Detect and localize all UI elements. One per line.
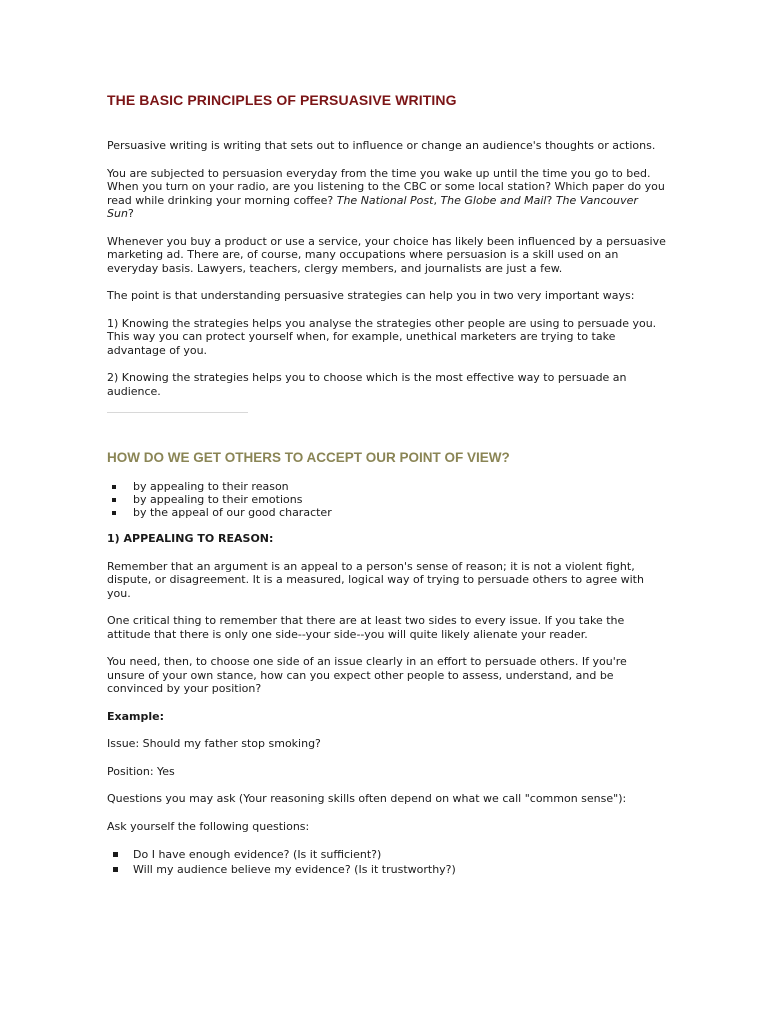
sentence-end: ? (127, 207, 134, 220)
section-divider (107, 412, 248, 413)
paper-name-vancouver-sun: The Vancouver Sun (107, 193, 638, 220)
questions-list (107, 847, 667, 877)
list-item (107, 506, 667, 519)
choose-side-paragraph: You need, then, to choose one side of an issue clearly in an effort to persuade others. If you're unsure of your own stance, how can you expect other people to assess, understand, and be convinced by your position? (107, 655, 627, 695)
product-service-paragraph: Whenever you buy a product or use a service, your choice has likely been influenced by a persuasive marketing ad. There are, of course, many occupations where persuasion is a skill used on an everyday basis. Lawyers, teachers, clergy members, and journalists are just a few. (107, 234, 666, 275)
list-item (107, 847, 667, 862)
appealing-to-reason-heading: 1) APPEALING TO REASON: (107, 532, 274, 545)
separator: ? (546, 193, 556, 207)
page-title: THE BASIC PRINCIPLES OF PERSUASIVE WRITING (107, 92, 457, 108)
intro-paragraph: Persuasive writing is writing that sets out to influence or change an audience's thoughts or actions. (107, 139, 656, 152)
accept-point-of-view-heading: HOW DO WE GET OTHERS TO ACCEPT OUR POINT OF VIEW? (107, 450, 510, 465)
list-item-text: Will my audience believe my evidence? (Is it trustworthy?) (133, 863, 456, 876)
questions-intro-line: Questions you may ask (Your reasoning skills often depend on what we call "common sense"): (107, 792, 627, 805)
list-item (107, 862, 667, 877)
two-sides-paragraph: One critical thing to remember that there are at least two sides to every issue. If you take the attitude that there is only one side--your side--you will quite likely alienate your reader. (107, 614, 625, 641)
position-line: Position: Yes (107, 764, 175, 778)
paper-name-globe-and-mail: The Globe and Mail (440, 193, 547, 207)
bullet-icon (112, 498, 116, 502)
list-item-text: by appealing to their emotions (133, 493, 303, 506)
separator: , (433, 193, 441, 207)
way-two-paragraph: 2) Knowing the strategies helps you to choose which is the most effective way to persuade an audience. (107, 371, 627, 398)
list-item-text: by the appeal of our good character (133, 506, 332, 519)
issue-line: Issue: Should my father stop smoking? (107, 737, 321, 750)
list-item (107, 480, 667, 493)
point-paragraph: The point is that understanding persuasive strategies can help you in two very important ways: (107, 289, 635, 302)
persuasion-everyday-paragraph (107, 167, 667, 221)
bullet-icon (112, 511, 116, 515)
bullet-icon (113, 852, 118, 857)
way-one-paragraph: 1) Knowing the strategies helps you analyse the strategies other people are using to persuade you. This way you can protect yourself when, for example, unethical marketers are trying to take advantage of you. (107, 316, 657, 357)
appeal-list (107, 480, 667, 519)
ask-yourself-line: Ask yourself the following questions: (107, 819, 310, 833)
bullet-icon (113, 867, 118, 872)
paper-name-national-post: The National Post (336, 193, 434, 207)
document-body (107, 92, 667, 890)
list-item-text: by appealing to their reason (133, 480, 289, 493)
example-label: Example: (107, 709, 164, 723)
list-item-text: Do I have enough evidence? (Is it sufficient?) (133, 848, 382, 861)
persuasion-everyday-text: You are subjected to persuasion everyday from the time you wake up until the time you go to bed. When you turn on your radio, are you listening to the CBC or some local station? Which paper do you read while drinking your morning coffee? (107, 166, 665, 207)
bullet-icon (112, 485, 116, 489)
list-item (107, 493, 667, 506)
argument-paragraph: Remember that an argument is an appeal to a person's sense of reason; it is not a violent fight, dispute, or disagreement. It is a measured, logical way of trying to persuade others to agree with you. (107, 559, 644, 600)
